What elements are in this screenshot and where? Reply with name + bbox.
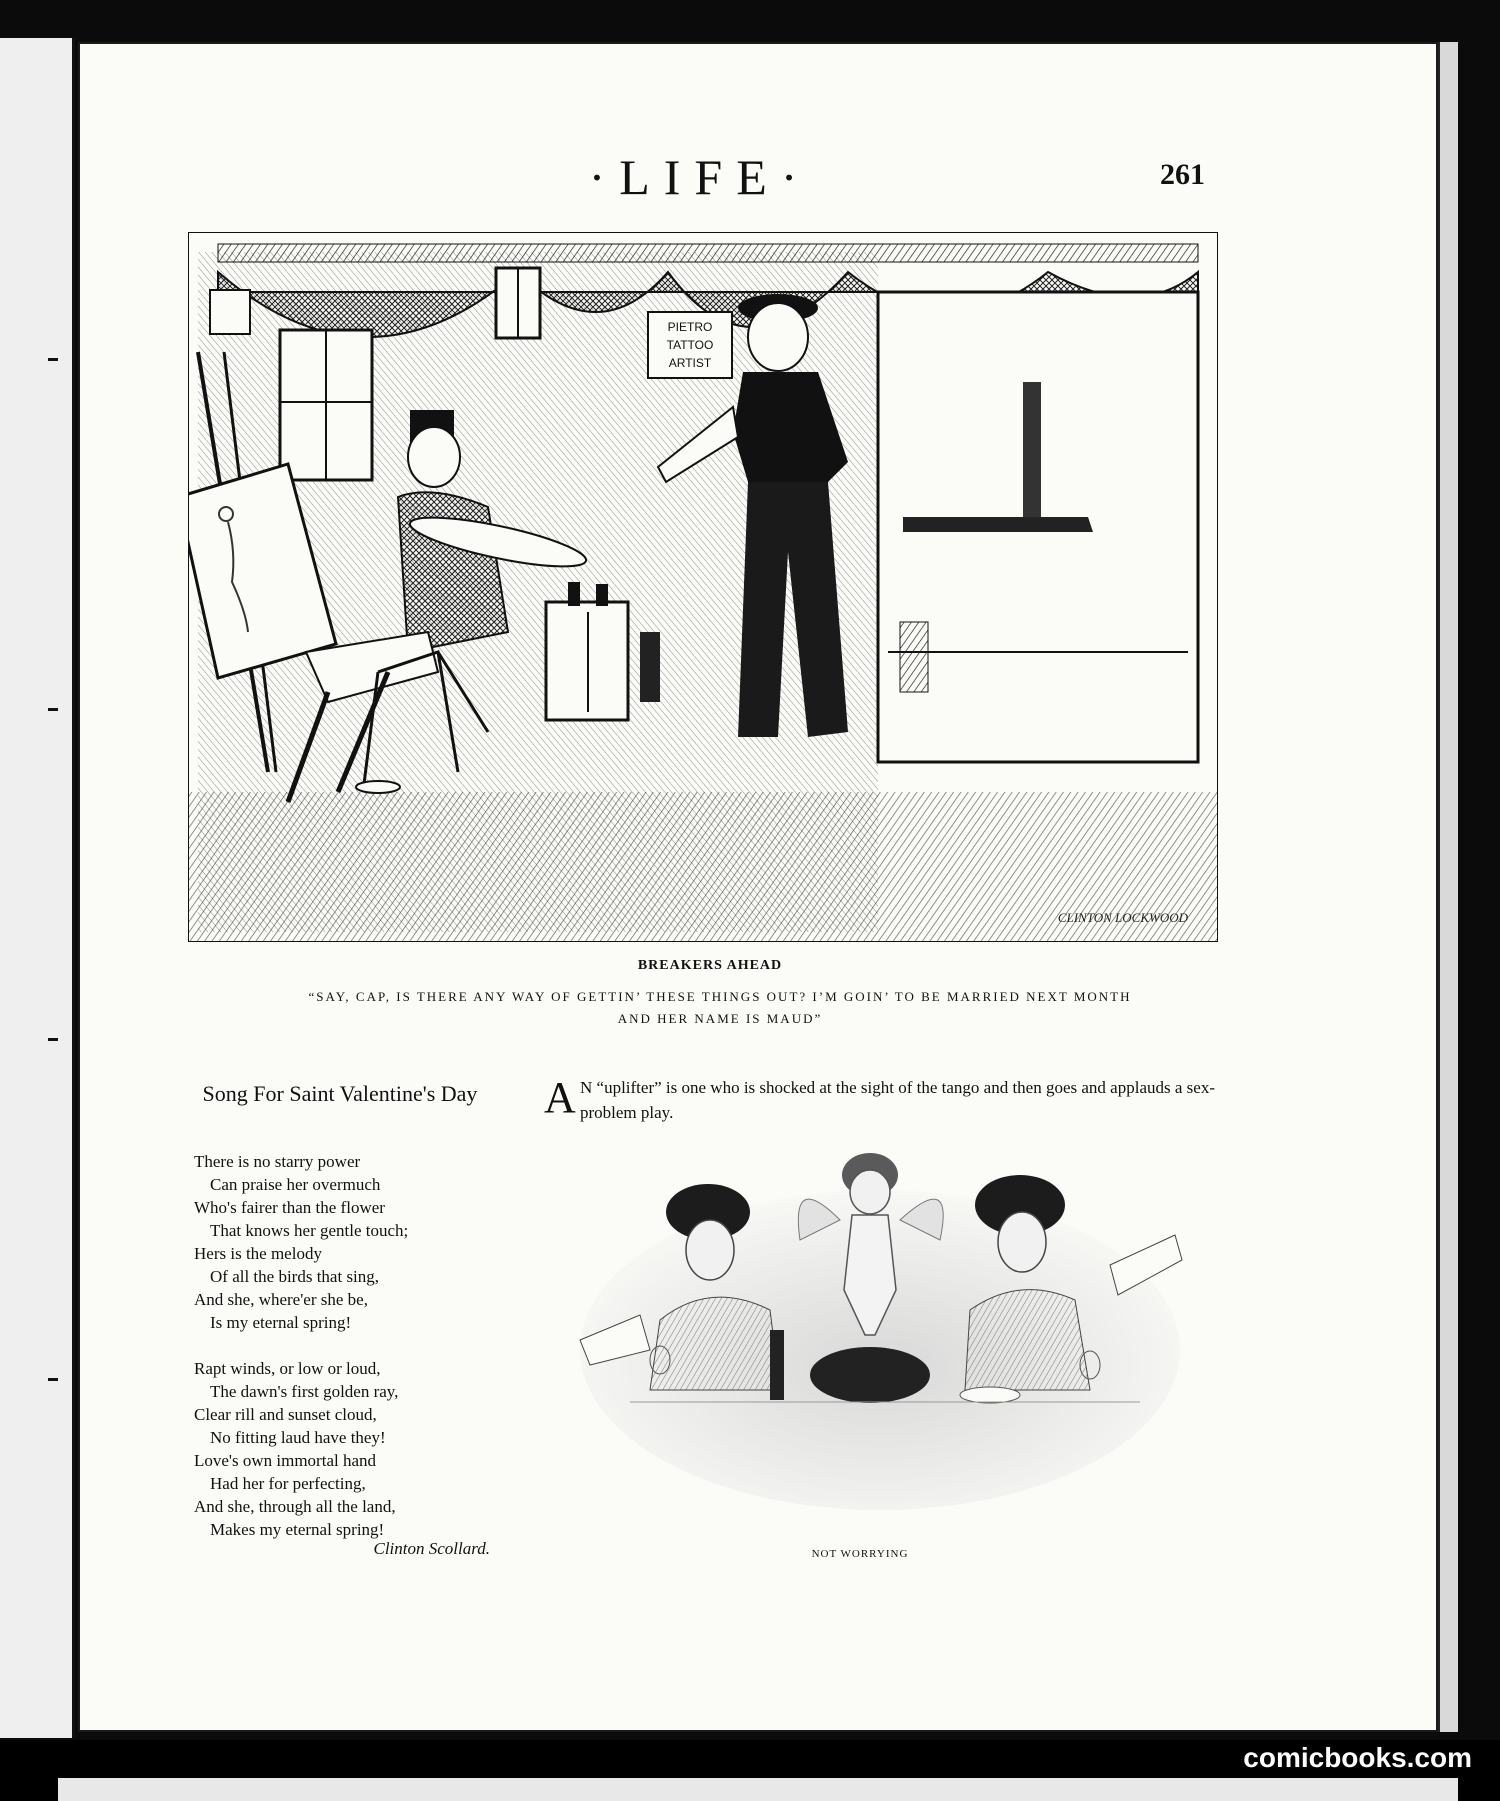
sign-line-3: ARTIST [668,356,712,370]
binding-stitch [48,1038,58,1041]
dinner-table-illustration [570,1150,1190,1520]
sign-line-1: PIETRO [667,320,713,334]
site-watermark: comicbooks.com [1243,1742,1472,1773]
poem-line: And she, where'er she be, [194,1290,368,1309]
poem-line: Hers is the melody [194,1244,322,1263]
cartoon-illustration [188,232,1218,942]
poem-line: Had her for perfecting, [210,1474,366,1493]
page-number: 261 [1160,158,1205,191]
cartoon-caption-line-2: AND HER NAME IS MAUD” [617,1011,823,1026]
cartoon-caption-line-1: “SAY, CAP, IS THERE ANY WAY OF GETTIN’ THESE THINGS OUT? I’M GOIN’ TO BE MARRIED NEXT MONTH [308,989,1132,1004]
stanza-break [194,1334,504,1357]
poem-line: There is no starry power [194,1152,361,1171]
drop-cap: A [544,1073,576,1122]
left-page-edge [0,38,75,1738]
poem-line: Who's fairer than the flower [194,1198,385,1217]
poem-line: Is my eternal spring! [210,1313,352,1332]
poem-line: And she, through all the land, [194,1497,396,1516]
poem-body [194,1150,504,1541]
poem-line: Of all the birds that sing, [210,1267,380,1286]
poem-line: Can praise her overmuch [210,1175,381,1194]
poem-line: Clear rill and sunset cloud, [194,1405,377,1424]
poem-line: Love's own immortal hand [194,1451,377,1470]
uplifter-paragraph: N “uplifter” is one who is shocked at the sight of the tango and then goes and applauds a sex-problem play. [580,1078,1215,1122]
masthead: ·LIFE· [588,149,812,205]
cartoon-title: BREAKERS AHEAD [637,958,783,973]
binding-stitch [48,358,58,361]
poem-line: The dawn's first golden ray, [210,1382,399,1401]
poem-line: Rapt winds, or low or loud, [194,1359,381,1378]
binding-stitch [48,1378,58,1381]
next-page-edge [58,1778,1458,1801]
poem-author: Clinton Scollard. [373,1539,490,1558]
illustration-caption: NOT WORRYING [811,1548,909,1560]
right-page-edge [1438,42,1458,1732]
poem-line: No fitting laud have they! [210,1428,386,1447]
artist-signature: CLINTON LOCKWOOD [1057,910,1188,925]
sign-line-2: TATTOO [666,338,714,352]
cartoon-caption [270,986,1170,1030]
poem-line: That knows her gentle touch; [210,1221,409,1240]
poem-line: Makes my eternal spring! [210,1520,385,1539]
poem-title: Song For Saint Valentine's Day [202,1081,478,1106]
tattoo-text: ALICE [763,433,790,443]
binding-stitch [48,708,58,711]
